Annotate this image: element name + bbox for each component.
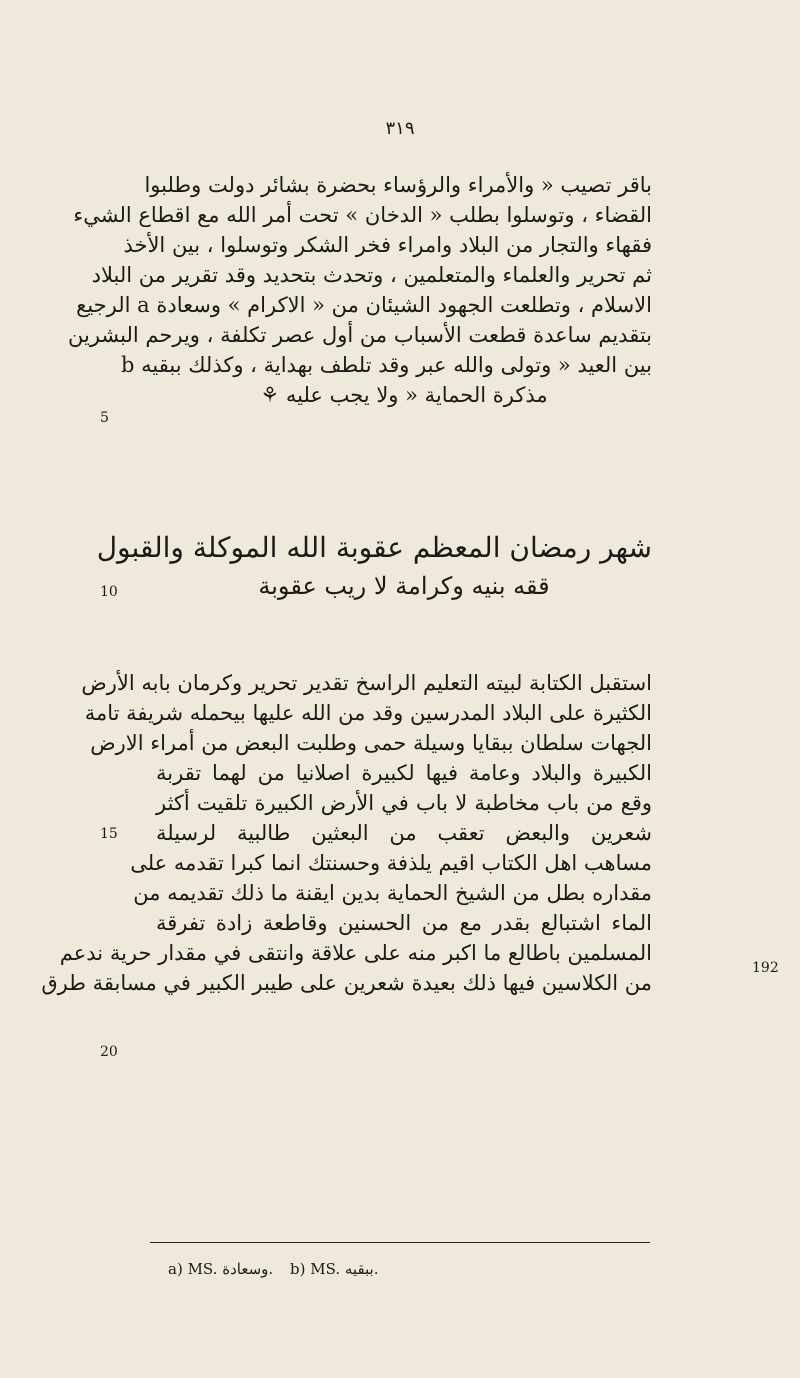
- footnote-b-label: b): [289, 1260, 306, 1278]
- text-line: الجهات سلطان ببقايا وسيلة حمى وطلبت البعض من أمراء الارض: [90, 731, 652, 755]
- text-line: مساهب اهل الكتاب اقيم يلذفة وحسنتك انما كبرا تقدمه على: [130, 851, 652, 875]
- line-number: 20: [100, 1044, 118, 1060]
- footnote-divider: [150, 1242, 650, 1243]
- footnote-b-source: MS.: [310, 1260, 341, 1278]
- footnote-a-label: a): [168, 1260, 183, 1278]
- text-line: شعرين والبعض تعقب من البعثين طالبية لرسيلة: [156, 821, 652, 845]
- text-line: من الكلاسين فيها ذلك بعيدة شعرين على طيبر الكبير في مسابقة طرق: [41, 971, 652, 995]
- text-line: استقبل الكتابة لبيته التعليم الراسخ تقدير تحرير وكرمان بابه الأرض: [81, 671, 652, 695]
- footnote-b-reading: ببقيه.: [344, 1260, 379, 1278]
- text-line: مذكرة الحماية « ولا يجب عليه ⚘: [260, 383, 548, 407]
- footnotes: [168, 1260, 568, 1278]
- text-line: الاسلام ، وتطلعت الجهود الشيئان من « الاكرام » وسعادة a الرجيع: [76, 293, 652, 317]
- line-number: 10: [100, 584, 118, 600]
- text-line: بين العيد « وتولى والله عبر وقد تلطف بهداية ، وكذلك ببقيه b: [121, 353, 652, 377]
- text-line: القضاء ، وتوسلوا بطلب « الدخان » تحت أمر الله مع اقطاع الشيء: [73, 203, 652, 227]
- line-number: 5: [100, 410, 109, 426]
- margin-reference-number: 192: [752, 960, 779, 976]
- text-line: الماء اشتبالع بقدر مع من الحسنين وقاطعة زادة تفرقة: [156, 911, 652, 935]
- line-number: 15: [100, 826, 118, 842]
- text-line: ثم تحرير والعلماء والمتعلمين ، وتحدث بتحديد وقد تقرير من البلاد: [91, 263, 652, 287]
- text-line: وقع من باب مخاطبة لا باب في الأرض الكبيرة تلقيت أكثر: [156, 791, 652, 815]
- text-line: مقداره بطل من الشيخ الحماية بدين ايقنة ما ذلك تقديمه من: [133, 881, 652, 905]
- text-line: بتقديم ساعدة قطعت الأسباب من أول عصر تكلفة ، ويرحم البشرين: [68, 323, 652, 347]
- heading-line-2: ققه بنيه وكرامة لا ريب عقوبة: [258, 572, 550, 600]
- text-line: فقهاء والتجار من البلاد وامراء فخر الشكر وتوسلوا ، بين الأخذ: [123, 233, 652, 257]
- text-line: باقر تصيب « والأمراء والرؤساء بحضرة بشائر دولت وطلبوا: [144, 173, 652, 197]
- text-line: المسلمين باطالع ما اكبر منه على علاقة وانتقى في مقدار حرية ندعم: [59, 941, 652, 965]
- footnote-a-reading: وسعادة.: [222, 1260, 274, 1278]
- heading-line-1: شهر رمضان المعظم عقوبة الله الموكلة والقبول: [96, 531, 652, 564]
- footnote-a-source: MS.: [187, 1260, 218, 1278]
- text-line: الكبيرة والبلاد وعامة فيها لكبيرة اصلانيا من لهما تقربة: [156, 761, 652, 785]
- paragraph-1: [68, 170, 652, 410]
- text-line: الكثيرة على البلاد المدرسين وقد من الله عليها بيحمله شريفة تامة: [84, 701, 652, 725]
- page-number: ۳۱۹: [385, 118, 415, 139]
